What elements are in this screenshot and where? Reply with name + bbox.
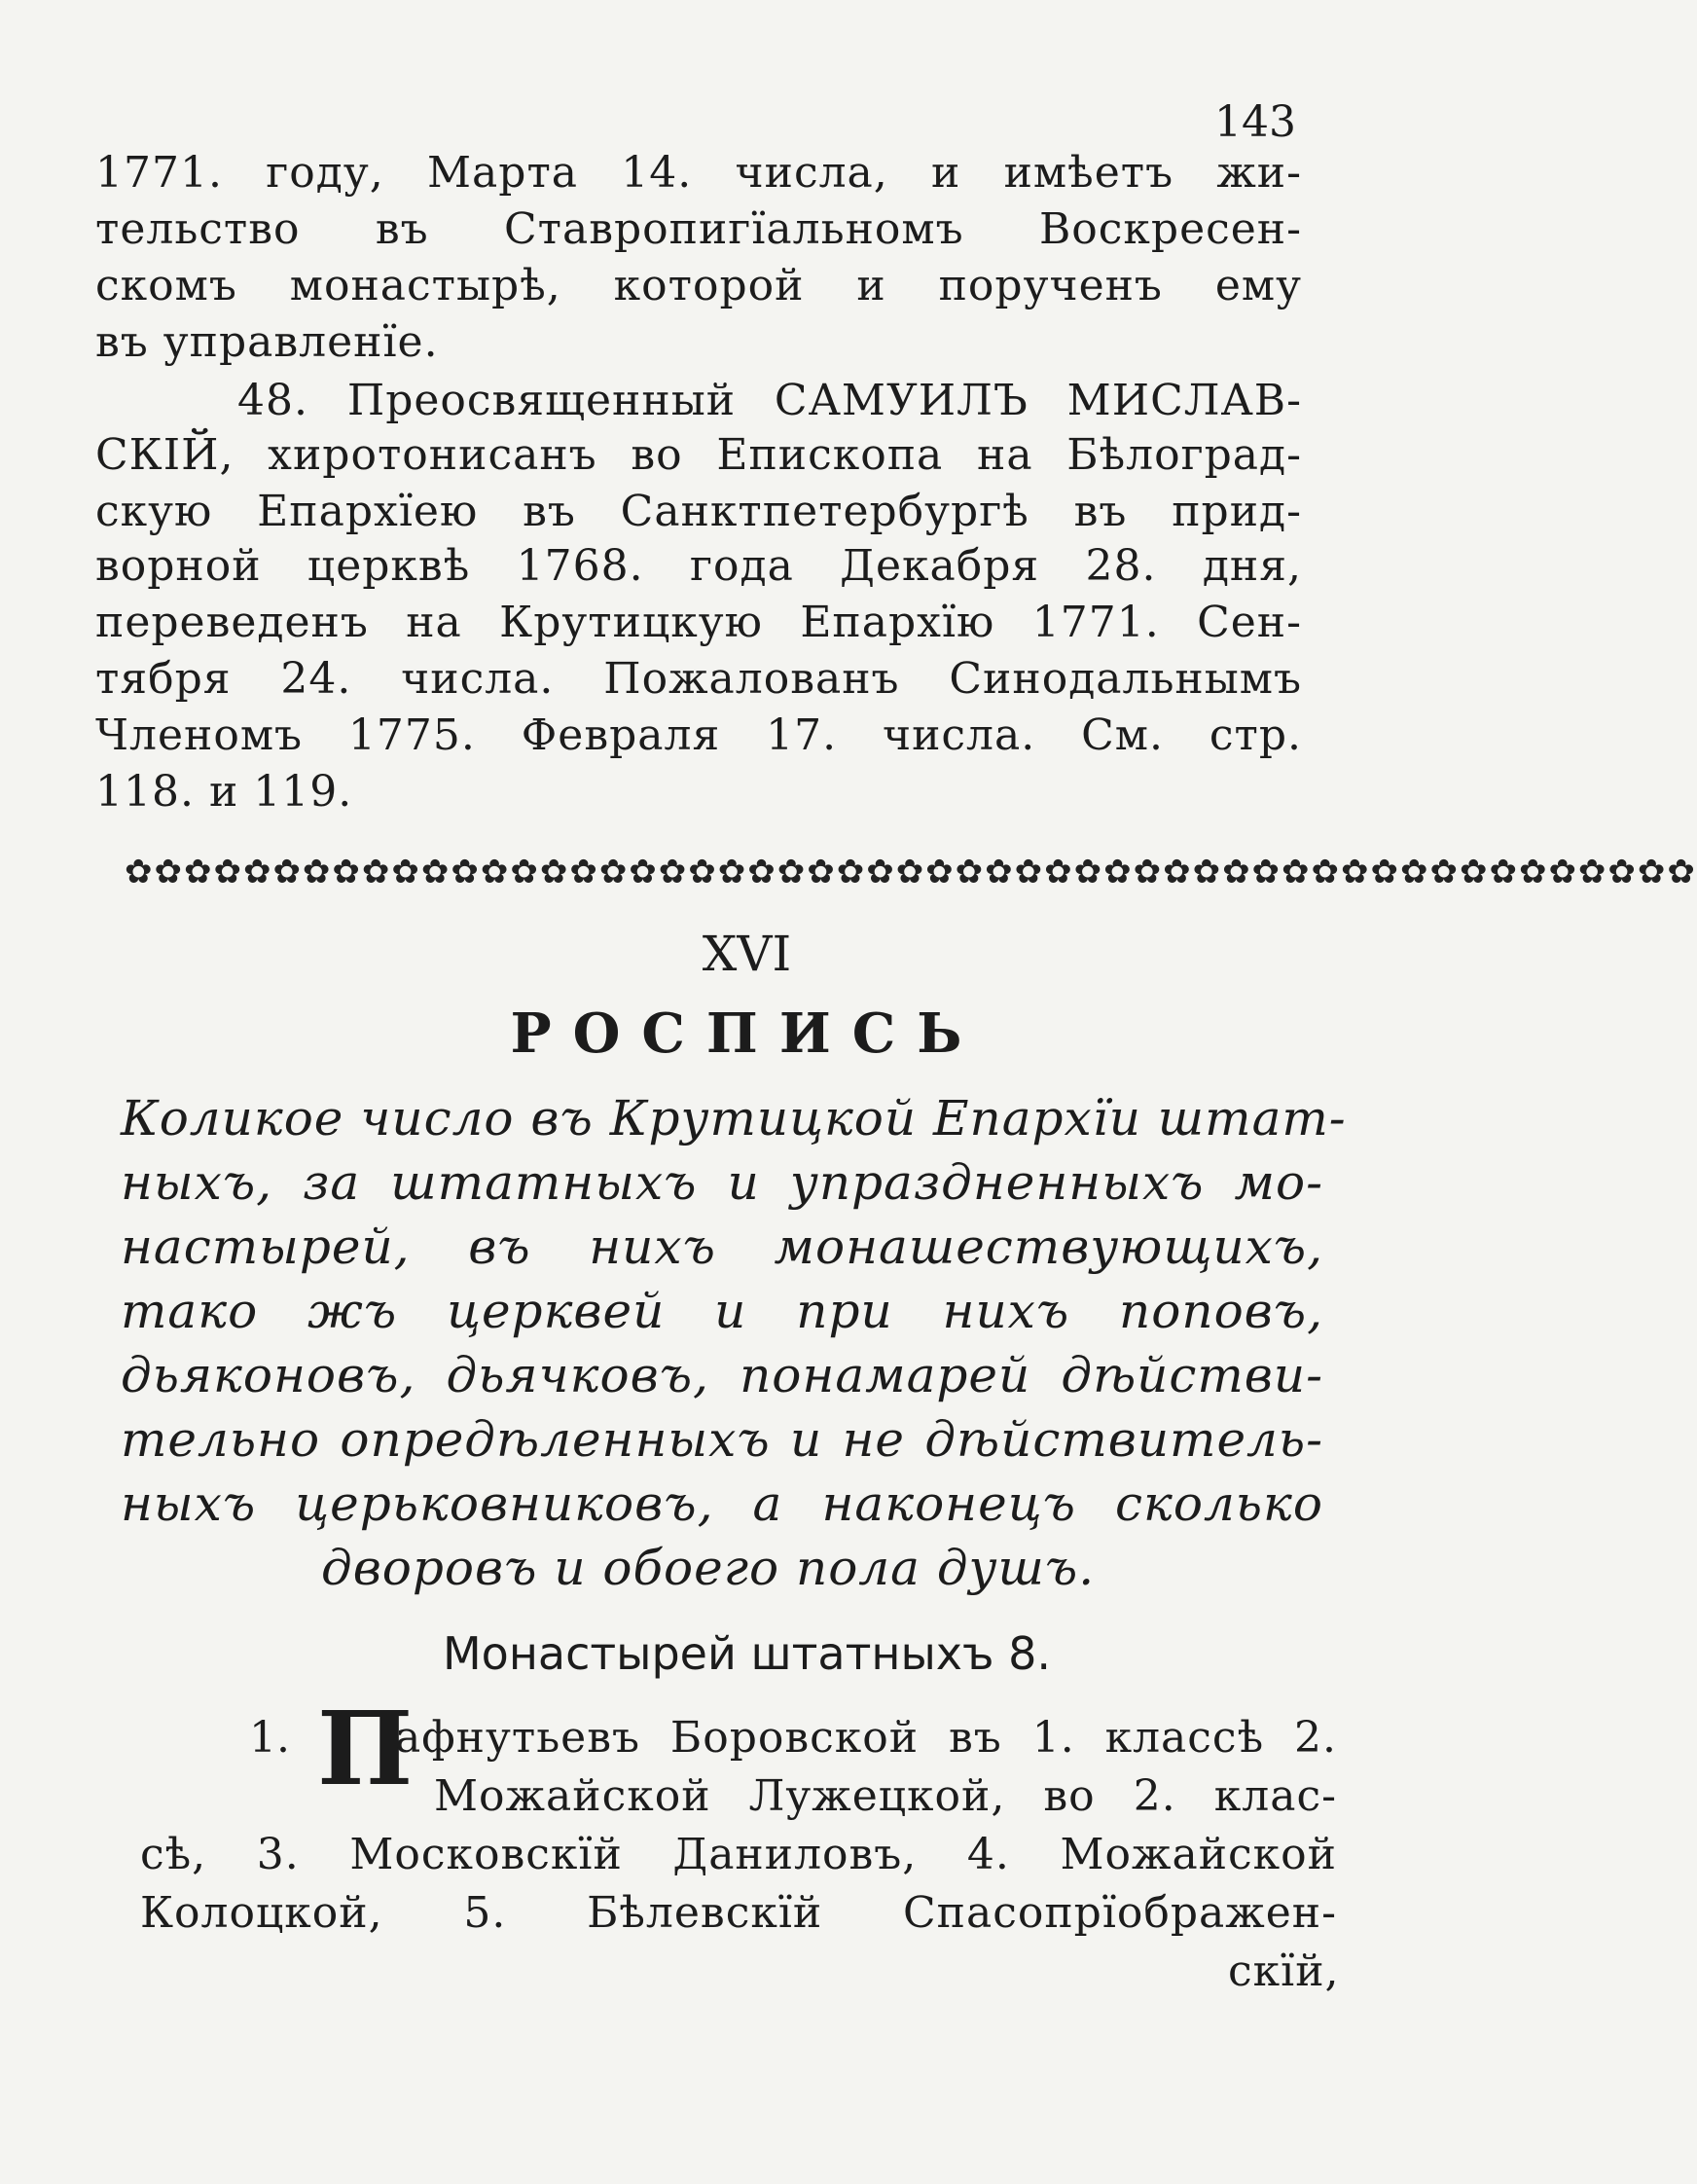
list-entry-line: скïй, (1228, 1947, 1340, 1996)
entry-48-line: 118. и 119. (95, 767, 353, 817)
description-line: дворовъ и обоего пола душъ. (321, 1540, 1096, 1596)
section-number: XVI (702, 926, 792, 982)
list-entry-line: сѣ, 3. Московскïй Даниловъ, 4. Можайской (140, 1830, 1337, 1879)
list-entry-line: Колоцкой, 5. Бѣлевскïй Спасопрïображен- (140, 1888, 1337, 1938)
section-title: РОСПИСЬ (510, 1001, 984, 1066)
ornamental-divider: ✿✿✿✿✿✿✿✿✿✿✿✿✿✿✿✿✿✿✿✿✿✿✿✿✿✿✿✿✿✿✿✿✿✿✿✿✿✿✿✿✿✿✿✿✿✿✿✿✿✿✿✿✿ (125, 853, 1697, 892)
description-line: настырей, въ нихъ монашествующихъ, (121, 1219, 1323, 1275)
description-line: тельно опредѣленныхъ и не дѣйствитель- (121, 1411, 1323, 1468)
description-line: ныхъ церьковниковъ, а наконецъ сколько (121, 1475, 1323, 1532)
description-line: ныхъ, за штатныхъ и упраздненныхъ мо- (121, 1154, 1323, 1211)
entry-48-line: 48. Преосвященный САМУИЛЪ МИСЛАВ- (237, 376, 1302, 425)
entry-48-line: тября 24. числа. Пожалованъ Синодальнымъ (95, 654, 1302, 704)
entry-48-line: скую Епархïею въ Санктпетербургѣ въ прид- (95, 487, 1302, 536)
list-entry-line: Можайской Лужецкой, во 2. клас- (434, 1771, 1337, 1821)
entry-48-line: СКІЙ, хиротонисанъ во Епископа на Бѣлоград- (95, 430, 1302, 480)
text-line: въ управленïе. (95, 317, 439, 367)
text-line: 1771. году, Марта 14. числа, и имѣетъ жи- (95, 148, 1302, 198)
text-line: скомъ монастырѣ, которой и порученъ ему (95, 261, 1302, 310)
description-line: тако жъ церквей и при нихъ поповъ, (121, 1283, 1323, 1339)
list-entry-line: афнутьевъ Боровской въ 1. классѣ 2. (395, 1713, 1337, 1763)
entry-48-line: ворной церквѣ 1768. года Декабря 28. дня, (95, 541, 1302, 591)
entry-48-line: переведенъ на Крутицкую Епархïю 1771. Сен- (95, 598, 1302, 647)
entry-48-line: Членомъ 1775. Февраля 17. числа. См. стр. (95, 710, 1302, 760)
drop-cap: П (317, 1689, 414, 1808)
list-entry-number: 1. (249, 1713, 290, 1763)
description-line: дьяконовъ, дьячковъ, понамарей дѣйстви- (121, 1347, 1323, 1403)
description-line: Коликое число въ Крутицкой Епархïи штат- (121, 1090, 1347, 1147)
page-number: 143 (1214, 97, 1296, 147)
text-line: тельство въ Ставропигïальномъ Воскресен- (95, 204, 1302, 254)
subheading: Монастырей штатныхъ 8. (442, 1627, 1052, 1680)
